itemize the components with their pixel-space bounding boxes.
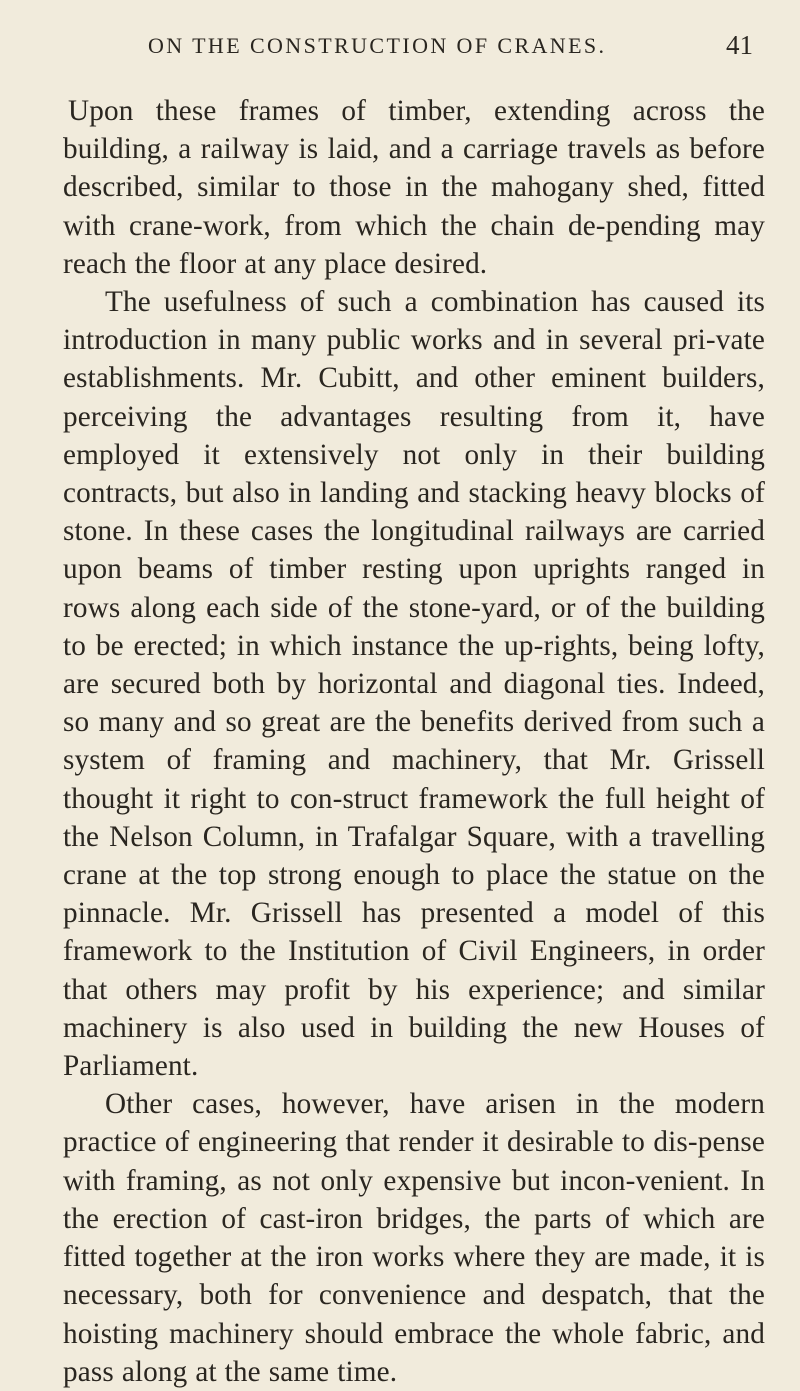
paragraph-usefulness: The usefulness of such a combination has caused its introduction in many public works and in several pri-vate establishments. Mr. Cubitt, and other eminent builders, perceiving the advantages resulting from it, have employed it extensively not only in their building contracts, but also in landing and stacking heavy blocks of stone. In these cases the longitudinal railways are carried upon beams of timber resting upon uprights ranged in rows along each side of the stone-yard, or of the building to be erected; in which instance the up-rights, being lofty, are secured both by horizontal and diagonal ties. Indeed, so many and so great are the benefits derived from such a system of framing and machinery, that Mr. Grissell thought it right to con-struct framework the full height of the Nelson Column, in Trafalgar Square, with a travelling crane at the top strong enough to place the statue on the pinnacle. Mr. Grissell has presented a model of this framework to the Institution of Civil Engineers, in order that others may profit by his experience; and similar machinery is also used in building the new Houses of Parliament.	[63, 286, 765, 1083]
running-title: ON THE CONSTRUCTION OF CRANES.	[148, 33, 607, 58]
body-text	[63, 92, 765, 1391]
running-header	[63, 0, 765, 92]
page-number: 41	[726, 30, 753, 60]
paragraph-frames-of-timber: Upon these frames of timber, extending across the building, a railway is laid, and a carriage travels as before described, similar to those in the mahogany shed, fitted with crane-work, from which the chain de-pending may reach the floor at any place desired.	[63, 95, 765, 280]
paragraph-other-cases: Other cases, however, have arisen in the modern practice of engineering that render it desirable to dis-pense with framing, as not only expensive but incon-venient. In the erection of cast-iron bridges, the parts of which are fitted together at the iron works where they are made, it is necessary, both for convenience and despatch, that the hoisting machinery should embrace the whole fabric, and pass along at the same time.	[63, 1088, 765, 1388]
